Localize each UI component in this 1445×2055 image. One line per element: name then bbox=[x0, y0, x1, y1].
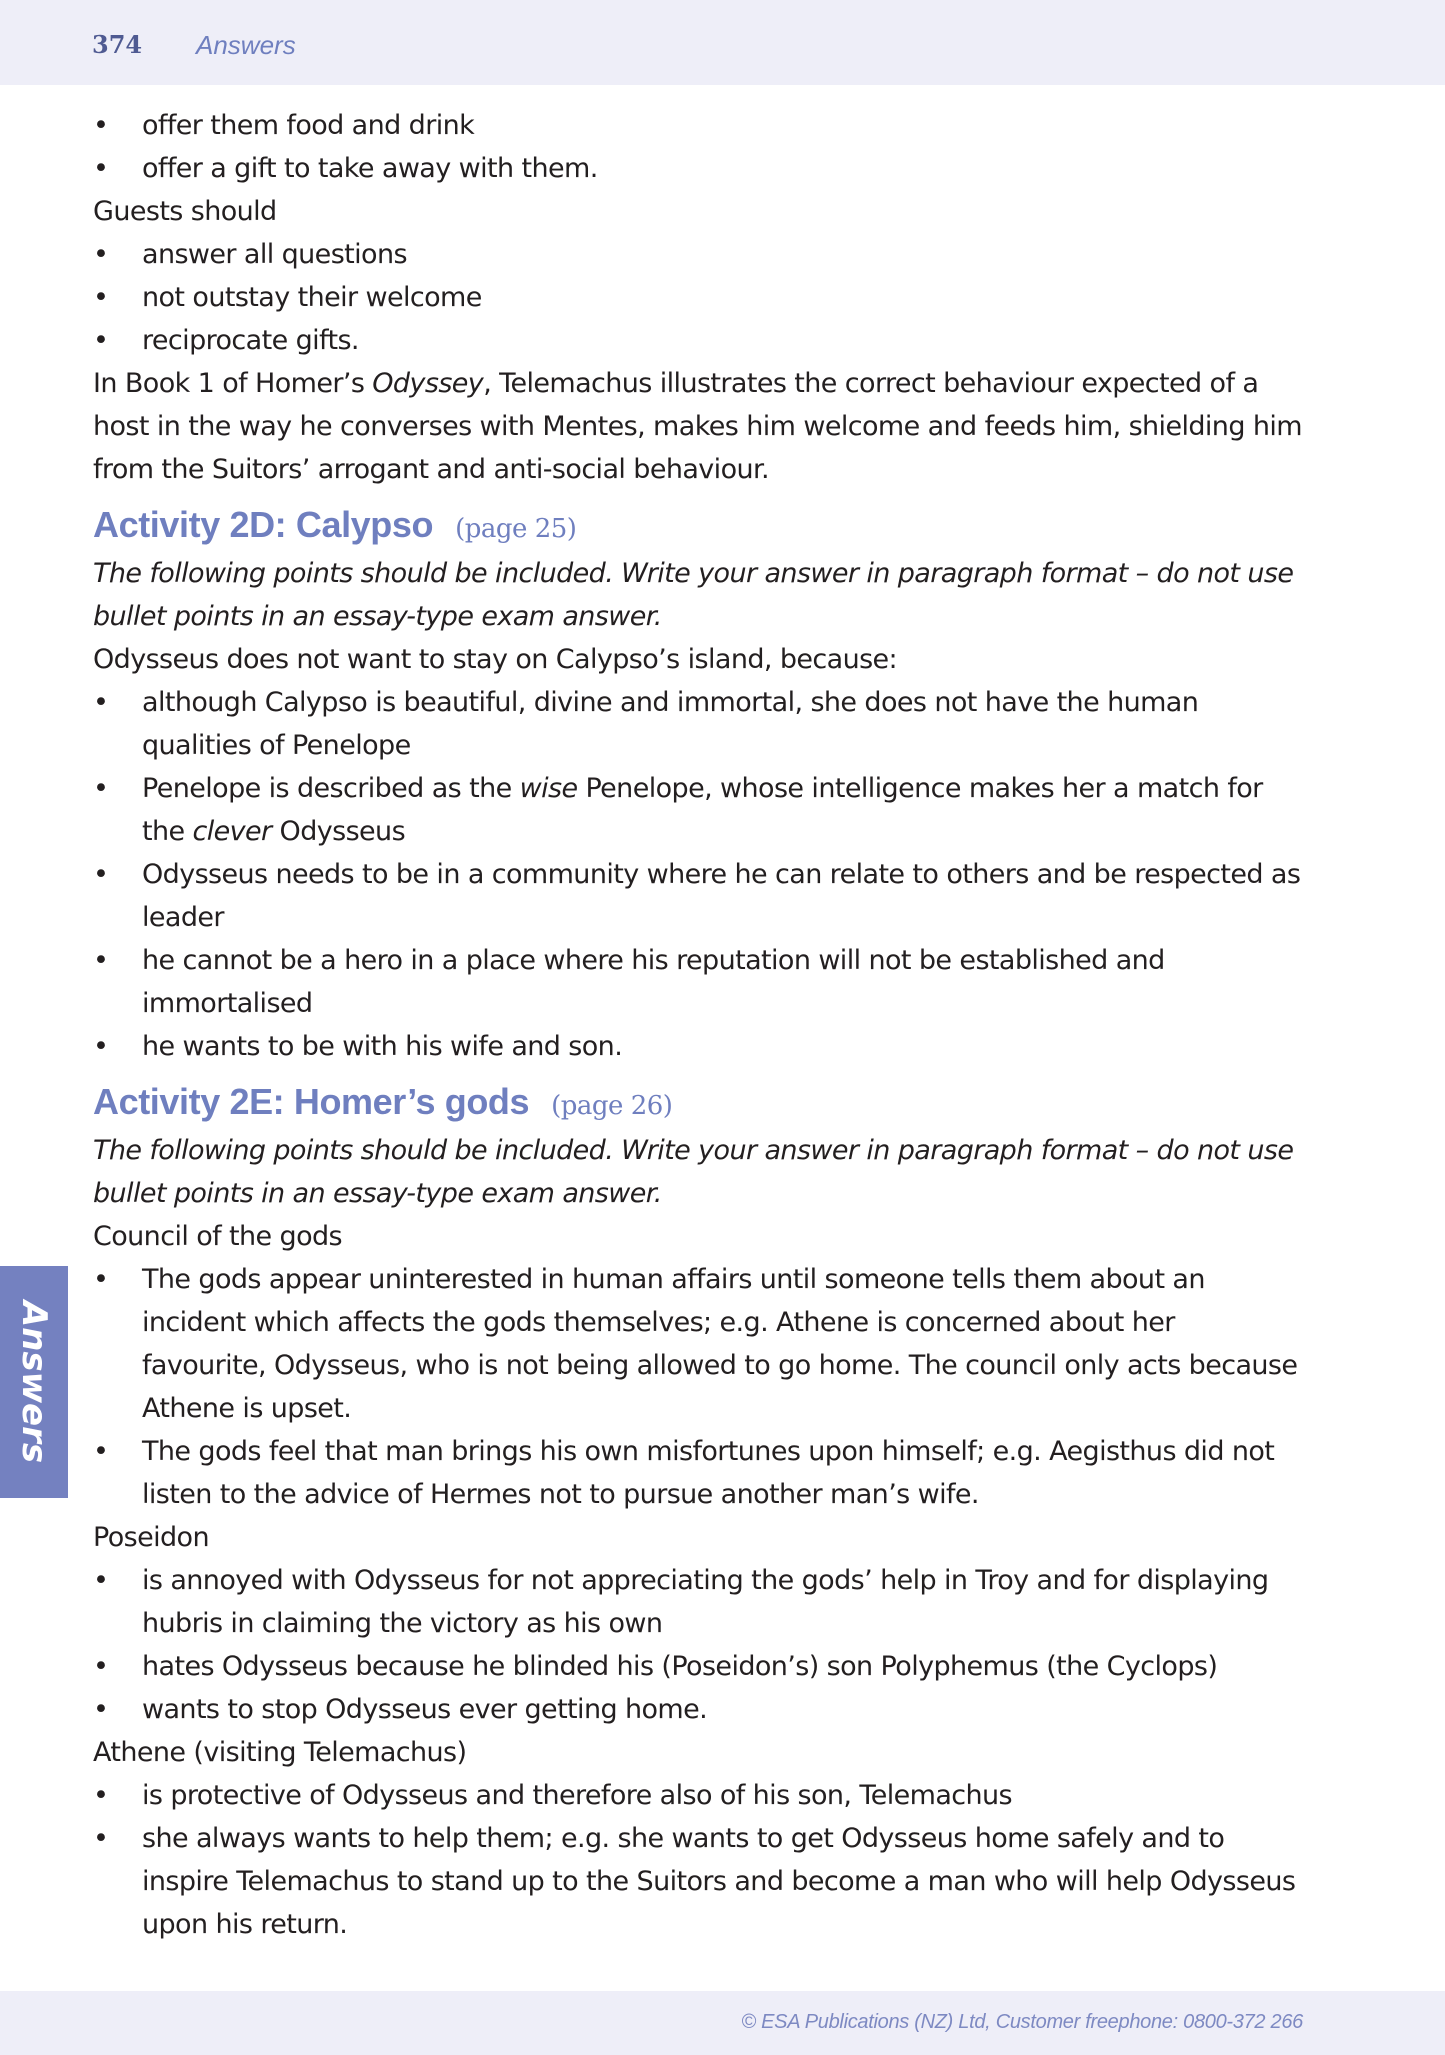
guests-label: Guests should bbox=[93, 196, 277, 227]
bullet-icon: • bbox=[93, 945, 109, 976]
bullet-icon: • bbox=[93, 1565, 109, 1596]
list-item: • he cannot be a hero in a place where his reputation will not be established and immortalised bbox=[93, 939, 1303, 1025]
bullet-icon: • bbox=[93, 1823, 109, 1854]
calypso-bullet-list bbox=[93, 681, 1303, 1068]
page-header bbox=[0, 0, 1445, 85]
activity-2d-instruction: The following points should be included. Write your answer in paragraph format – do not use bullet points in an essay-type exam answer. bbox=[93, 558, 1294, 632]
list-item: • reciprocate gifts. bbox=[93, 319, 1303, 362]
guest-bullet-list bbox=[93, 233, 1303, 362]
bullet-icon: • bbox=[93, 687, 109, 718]
bullet-icon: • bbox=[93, 773, 109, 804]
list-item: • although Calypso is beautiful, divine and immortal, she does not have the human qualities of Penelope bbox=[93, 681, 1303, 767]
list-item: • The gods feel that man brings his own misfortunes upon himself; e.g. Aegisthus did not listen to the advice of Hermes not to pursue another man’s wife. bbox=[93, 1430, 1303, 1516]
council-label: Council of the gods bbox=[93, 1221, 342, 1252]
bullet-icon: • bbox=[93, 110, 109, 141]
list-item: • not outstay their welcome bbox=[93, 276, 1303, 319]
copyright-notice: © ESA Publications (NZ) Ltd, Customer freephone: 0800-372 266 bbox=[741, 2011, 1303, 2033]
list-item: • The gods appear uninterested in human affairs until someone tells them about an incident which affects the gods themselves; e.g. Athene is concerned about her favourite, Odysseus, who is not being allowed to go home. The council only acts because Athene is upset. bbox=[93, 1258, 1303, 1430]
list-item: • is annoyed with Odysseus for not appreciating the gods’ help in Troy and for displaying hubris in claiming the victory as his own bbox=[93, 1559, 1303, 1645]
list-item: • answer all questions bbox=[93, 233, 1303, 276]
activity-2e-instruction: The following points should be included. Write your answer in paragraph format – do not use bullet points in an essay-type exam answer. bbox=[93, 1135, 1294, 1209]
list-item: • offer them food and drink bbox=[93, 104, 1303, 147]
answers-side-tab[interactable] bbox=[0, 1266, 68, 1498]
bullet-icon: • bbox=[93, 1694, 109, 1725]
page-footer bbox=[0, 1991, 1445, 2055]
page-reference: (page 25) bbox=[455, 514, 577, 544]
list-item: • hates Odysseus because he blinded his (Poseidon’s) son Polyphemus (the Cyclops) bbox=[93, 1645, 1303, 1688]
list-item: • offer a gift to take away with them. bbox=[93, 147, 1303, 190]
list-item: • Penelope is described as the wise Penelope, whose intelligence makes her a match for the clever Odysseus bbox=[93, 767, 1303, 853]
list-item: • Odysseus needs to be in a community where he can relate to others and be respected as leader bbox=[93, 853, 1303, 939]
list-item: • is protective of Odysseus and therefore also of his son, Telemachus bbox=[93, 1774, 1303, 1817]
page-reference: (page 26) bbox=[551, 1091, 673, 1121]
activity-2e-heading: Activity 2E: Homer’s gods (page 26) bbox=[93, 1081, 673, 1122]
activity-2d-lead: Odysseus does not want to stay on Calypso’s island, because: bbox=[93, 644, 898, 675]
council-bullet-list bbox=[93, 1258, 1303, 1516]
odyssey-title: Odyssey bbox=[372, 368, 484, 399]
poseidon-label: Poseidon bbox=[93, 1522, 209, 1553]
list-item: • he wants to be with his wife and son. bbox=[93, 1025, 1303, 1068]
bullet-icon: • bbox=[93, 859, 109, 890]
bullet-icon: • bbox=[93, 1031, 109, 1062]
book1-paragraph: In Book 1 of Homer’s Odyssey, Telemachus illustrates the correct behaviour expected of a host in the way he converses with Mentes, makes him welcome and feeds him, shielding him from the Suitors’ arrogant and anti-social behaviour. bbox=[93, 368, 1302, 485]
bullet-icon: • bbox=[93, 1264, 109, 1295]
list-item: • she always wants to help them; e.g. she wants to get Odysseus home safely and to inspire Telemachus to stand up to the Suitors and become a man who will help Odysseus upon his return. bbox=[93, 1817, 1303, 1946]
bullet-icon: • bbox=[93, 1780, 109, 1811]
list-item: • wants to stop Odysseus ever getting home. bbox=[93, 1688, 1303, 1731]
bullet-icon: • bbox=[93, 1436, 109, 1467]
bullet-icon: • bbox=[93, 153, 109, 184]
page-number: 374 bbox=[92, 30, 143, 59]
bullet-icon: • bbox=[93, 325, 109, 356]
bullet-icon: • bbox=[93, 1651, 109, 1682]
athene-label: Athene (visiting Telemachus) bbox=[93, 1737, 467, 1768]
bullet-icon: • bbox=[93, 239, 109, 270]
poseidon-bullet-list bbox=[93, 1559, 1303, 1731]
running-title: Answers bbox=[196, 30, 296, 60]
host-bullet-list bbox=[93, 104, 1303, 190]
page-content bbox=[93, 104, 1303, 1946]
side-tab-label: Answers bbox=[14, 1300, 54, 1464]
athene-bullet-list bbox=[93, 1774, 1303, 1946]
bullet-icon: • bbox=[93, 282, 109, 313]
activity-2d-heading: Activity 2D: Calypso (page 25) bbox=[93, 504, 577, 545]
